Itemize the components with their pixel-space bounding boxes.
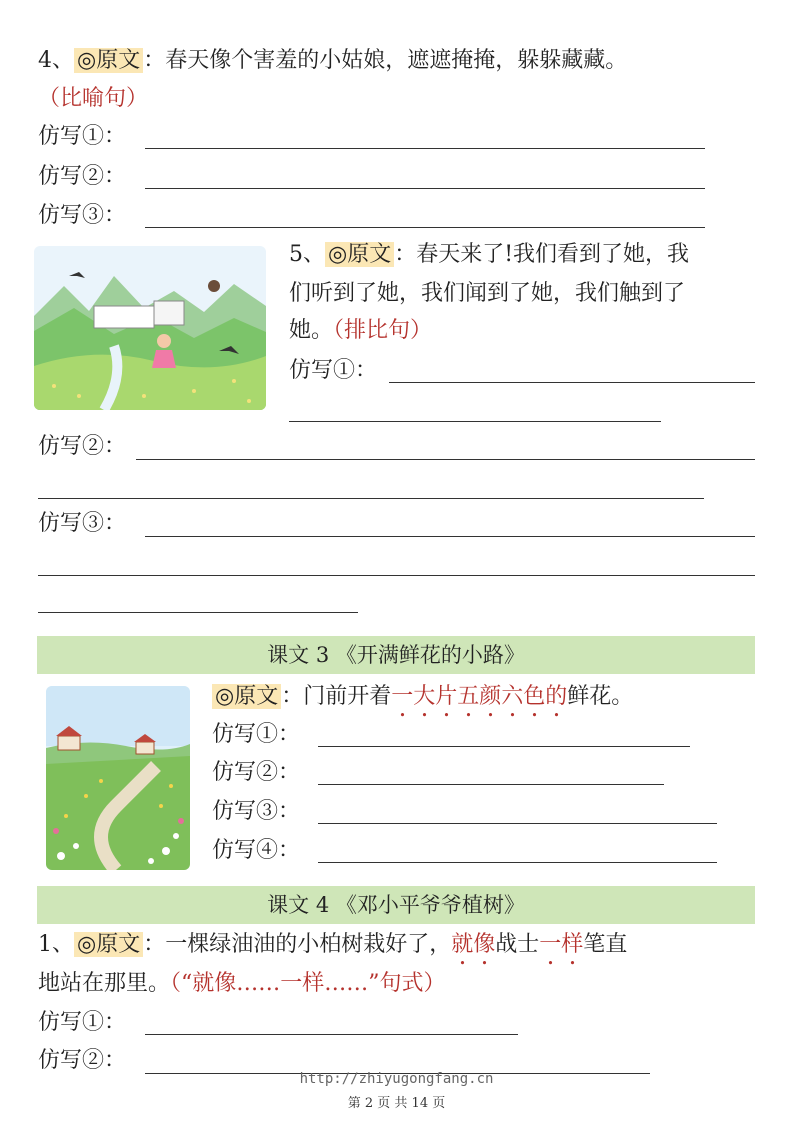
section5-answer-line-3c[interactable] bbox=[38, 612, 358, 613]
lesson3-answer-line-4[interactable] bbox=[318, 862, 717, 863]
section4-answer-line-2[interactable] bbox=[145, 188, 705, 189]
section5-tag: （排比句） bbox=[333, 318, 433, 343]
section4-tag: （比喻句） bbox=[38, 86, 149, 111]
section4-answer-line-3[interactable] bbox=[145, 227, 705, 228]
lesson3-label: ◎原文 bbox=[212, 684, 281, 709]
section5-colon: ： bbox=[394, 242, 417, 267]
lesson3-line-label-3: 仿写③： bbox=[212, 799, 301, 824]
lesson4-title: 课文 4 《邓小平爷爷植树》 bbox=[267, 893, 525, 917]
section5-answer-line-1b[interactable] bbox=[289, 421, 661, 422]
lesson3-title: 课文 3 《开满鲜花的小路》 bbox=[267, 643, 525, 667]
section5-answer-line-3b[interactable] bbox=[38, 575, 755, 576]
lesson4-original bbox=[38, 930, 627, 970]
lesson3-original bbox=[212, 682, 633, 722]
lesson3-after: 鲜花。 bbox=[567, 684, 634, 709]
section4-original bbox=[38, 46, 627, 76]
section4-sentence: 春天像个害羞的小姑娘，遮遮掩掩，躲躲藏藏。 bbox=[165, 48, 628, 73]
lesson3-answer-line-3[interactable] bbox=[318, 823, 717, 824]
lesson4-line2-text: 地站在那里。 bbox=[38, 971, 171, 996]
section5-answer-line-3a[interactable] bbox=[145, 536, 755, 537]
lesson3-emphasis: 一大片五颜六色的 bbox=[391, 684, 568, 709]
lesson4-part2: 战士 bbox=[495, 932, 540, 957]
footer-page-number: 第 2 页 共 14 页 bbox=[347, 1096, 446, 1111]
lesson4-line-label-1: 仿写①： bbox=[38, 1010, 127, 1035]
lesson3-answer-line-1[interactable] bbox=[318, 746, 690, 747]
lesson3-line-label-1: 仿写①： bbox=[212, 722, 301, 747]
lesson4-emph2: 一样 bbox=[539, 932, 584, 957]
spring-girl-illustration bbox=[34, 246, 266, 410]
section4-line-label-3: 仿写③： bbox=[38, 203, 127, 228]
lesson4-colon: ： bbox=[143, 932, 166, 957]
section5-line-label-1: 仿写①： bbox=[289, 358, 378, 383]
lesson4-answer-line-1[interactable] bbox=[145, 1034, 518, 1035]
lesson4-part3: 笔直 bbox=[583, 932, 628, 957]
section4-answer-line-1[interactable] bbox=[145, 148, 705, 149]
section5-line-label-2: 仿写②： bbox=[38, 434, 127, 459]
lesson4-number: 1、 bbox=[38, 932, 74, 957]
lesson4-title-band bbox=[37, 886, 755, 924]
lesson3-before: 门前开着 bbox=[303, 684, 392, 709]
section5-line3 bbox=[289, 316, 432, 346]
lesson4-emph1: 就像 bbox=[451, 932, 496, 957]
lesson4-label: ◎原文 bbox=[74, 932, 143, 957]
section5-answer-line-2a[interactable] bbox=[136, 459, 755, 460]
lesson3-line-label-2: 仿写②： bbox=[212, 760, 301, 785]
section4-line-label-1: 仿写①： bbox=[38, 124, 127, 149]
section5-label: ◎原文 bbox=[325, 242, 394, 267]
section4-number: 4、 bbox=[38, 48, 74, 73]
section5-text-1: 春天来了!我们看到了她，我 bbox=[416, 242, 690, 267]
lesson3-colon: ： bbox=[281, 684, 304, 709]
section5-line-label-3: 仿写③： bbox=[38, 511, 127, 536]
section4-colon: ： bbox=[143, 48, 166, 73]
lesson3-line-label-4: 仿写④： bbox=[212, 838, 301, 863]
section5-text-3: 她。 bbox=[289, 318, 334, 343]
lesson4-part1: 一棵绿油油的小柏树栽好了， bbox=[165, 932, 452, 957]
section5-line1 bbox=[289, 240, 689, 270]
lesson4-line-label-2: 仿写②： bbox=[38, 1048, 127, 1073]
section5-answer-line-2b[interactable] bbox=[38, 498, 704, 499]
section5-answer-line-1a[interactable] bbox=[389, 382, 755, 383]
lesson3-answer-line-2[interactable] bbox=[318, 784, 664, 785]
section4-line-label-2: 仿写②： bbox=[38, 164, 127, 189]
section5-text-2: 们听到了她，我们闻到了她，我们触到了 bbox=[289, 281, 686, 306]
flower-path-illustration bbox=[46, 686, 190, 870]
lesson3-title-band bbox=[37, 636, 755, 674]
section5-number: 5、 bbox=[289, 242, 325, 267]
lesson4-line2 bbox=[38, 969, 446, 999]
section4-label: ◎原文 bbox=[74, 48, 143, 73]
lesson4-tag: （“就像……一样……”句式） bbox=[170, 971, 446, 996]
footer-url: http://zhiyugongfang.cn bbox=[299, 1071, 494, 1087]
